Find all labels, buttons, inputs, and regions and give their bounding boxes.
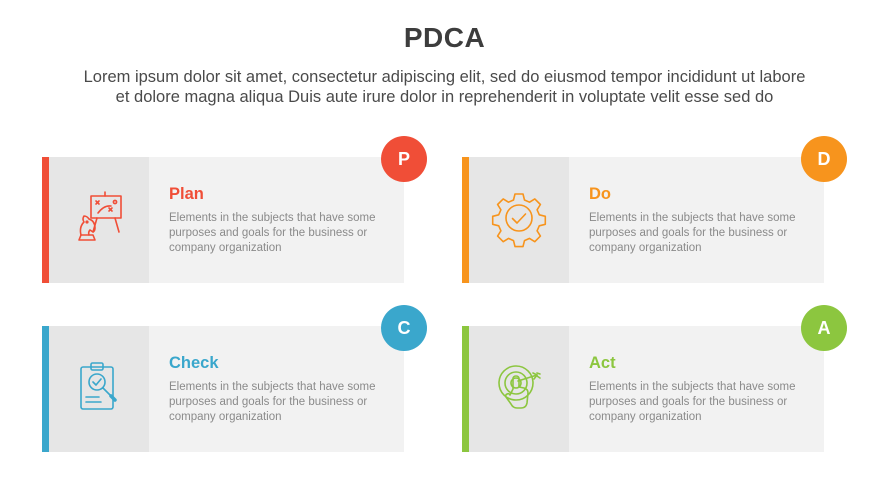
description-line: company organization xyxy=(589,411,702,423)
step-description xyxy=(169,211,389,256)
step-description xyxy=(589,211,809,256)
step-description xyxy=(589,380,809,425)
step-description xyxy=(169,380,389,425)
description-line: Elements in the subjects that have some xyxy=(169,381,376,393)
step-badge-p: P xyxy=(381,136,427,182)
step-heading: Plan xyxy=(169,185,204,203)
description-line: Elements in the subjects that have some xyxy=(589,381,796,393)
step-heading: Act xyxy=(589,354,616,372)
page-subtitle xyxy=(20,67,869,107)
accent-bar xyxy=(42,157,49,283)
step-badge-a: A xyxy=(801,305,847,351)
accent-bar xyxy=(462,326,469,452)
description-line: purposes and goals for the business or xyxy=(169,227,368,239)
strategy-board-knight-icon xyxy=(69,188,129,253)
description-line: Elements in the subjects that have some xyxy=(169,212,376,224)
description-line: company organization xyxy=(169,411,282,423)
icon-panel xyxy=(469,157,569,283)
step-card-do xyxy=(462,157,824,283)
icon-panel xyxy=(49,157,149,283)
description-line: company organization xyxy=(589,242,702,254)
target-hand-icon xyxy=(489,357,549,422)
subtitle-line: Lorem ipsum dolor sit amet, consectetur adipiscing elit, sed do eiusmod tempor incididunt ut labore xyxy=(83,68,806,86)
step-badge-c: C xyxy=(381,305,427,351)
description-line: Elements in the subjects that have some xyxy=(589,212,796,224)
description-line: company organization xyxy=(169,242,282,254)
subtitle-line: et dolore magna aliqua Duis aute irure dolor in reprehenderit in voluptate velit esse sed do xyxy=(115,88,774,106)
clipboard-magnifier-icon xyxy=(69,357,129,422)
step-card-plan xyxy=(42,157,404,283)
step-badge-d: D xyxy=(801,136,847,182)
icon-panel xyxy=(469,326,569,452)
step-card-act xyxy=(462,326,824,452)
gear-check-icon xyxy=(489,188,549,253)
description-line: purposes and goals for the business or xyxy=(169,396,368,408)
step-heading: Check xyxy=(169,354,219,372)
accent-bar xyxy=(42,326,49,452)
description-line: purposes and goals for the business or xyxy=(589,227,788,239)
step-heading: Do xyxy=(589,185,611,203)
icon-panel xyxy=(49,326,149,452)
accent-bar xyxy=(462,157,469,283)
step-card-check xyxy=(42,326,404,452)
description-line: purposes and goals for the business or xyxy=(589,396,788,408)
page-title: PDCA xyxy=(403,22,486,53)
